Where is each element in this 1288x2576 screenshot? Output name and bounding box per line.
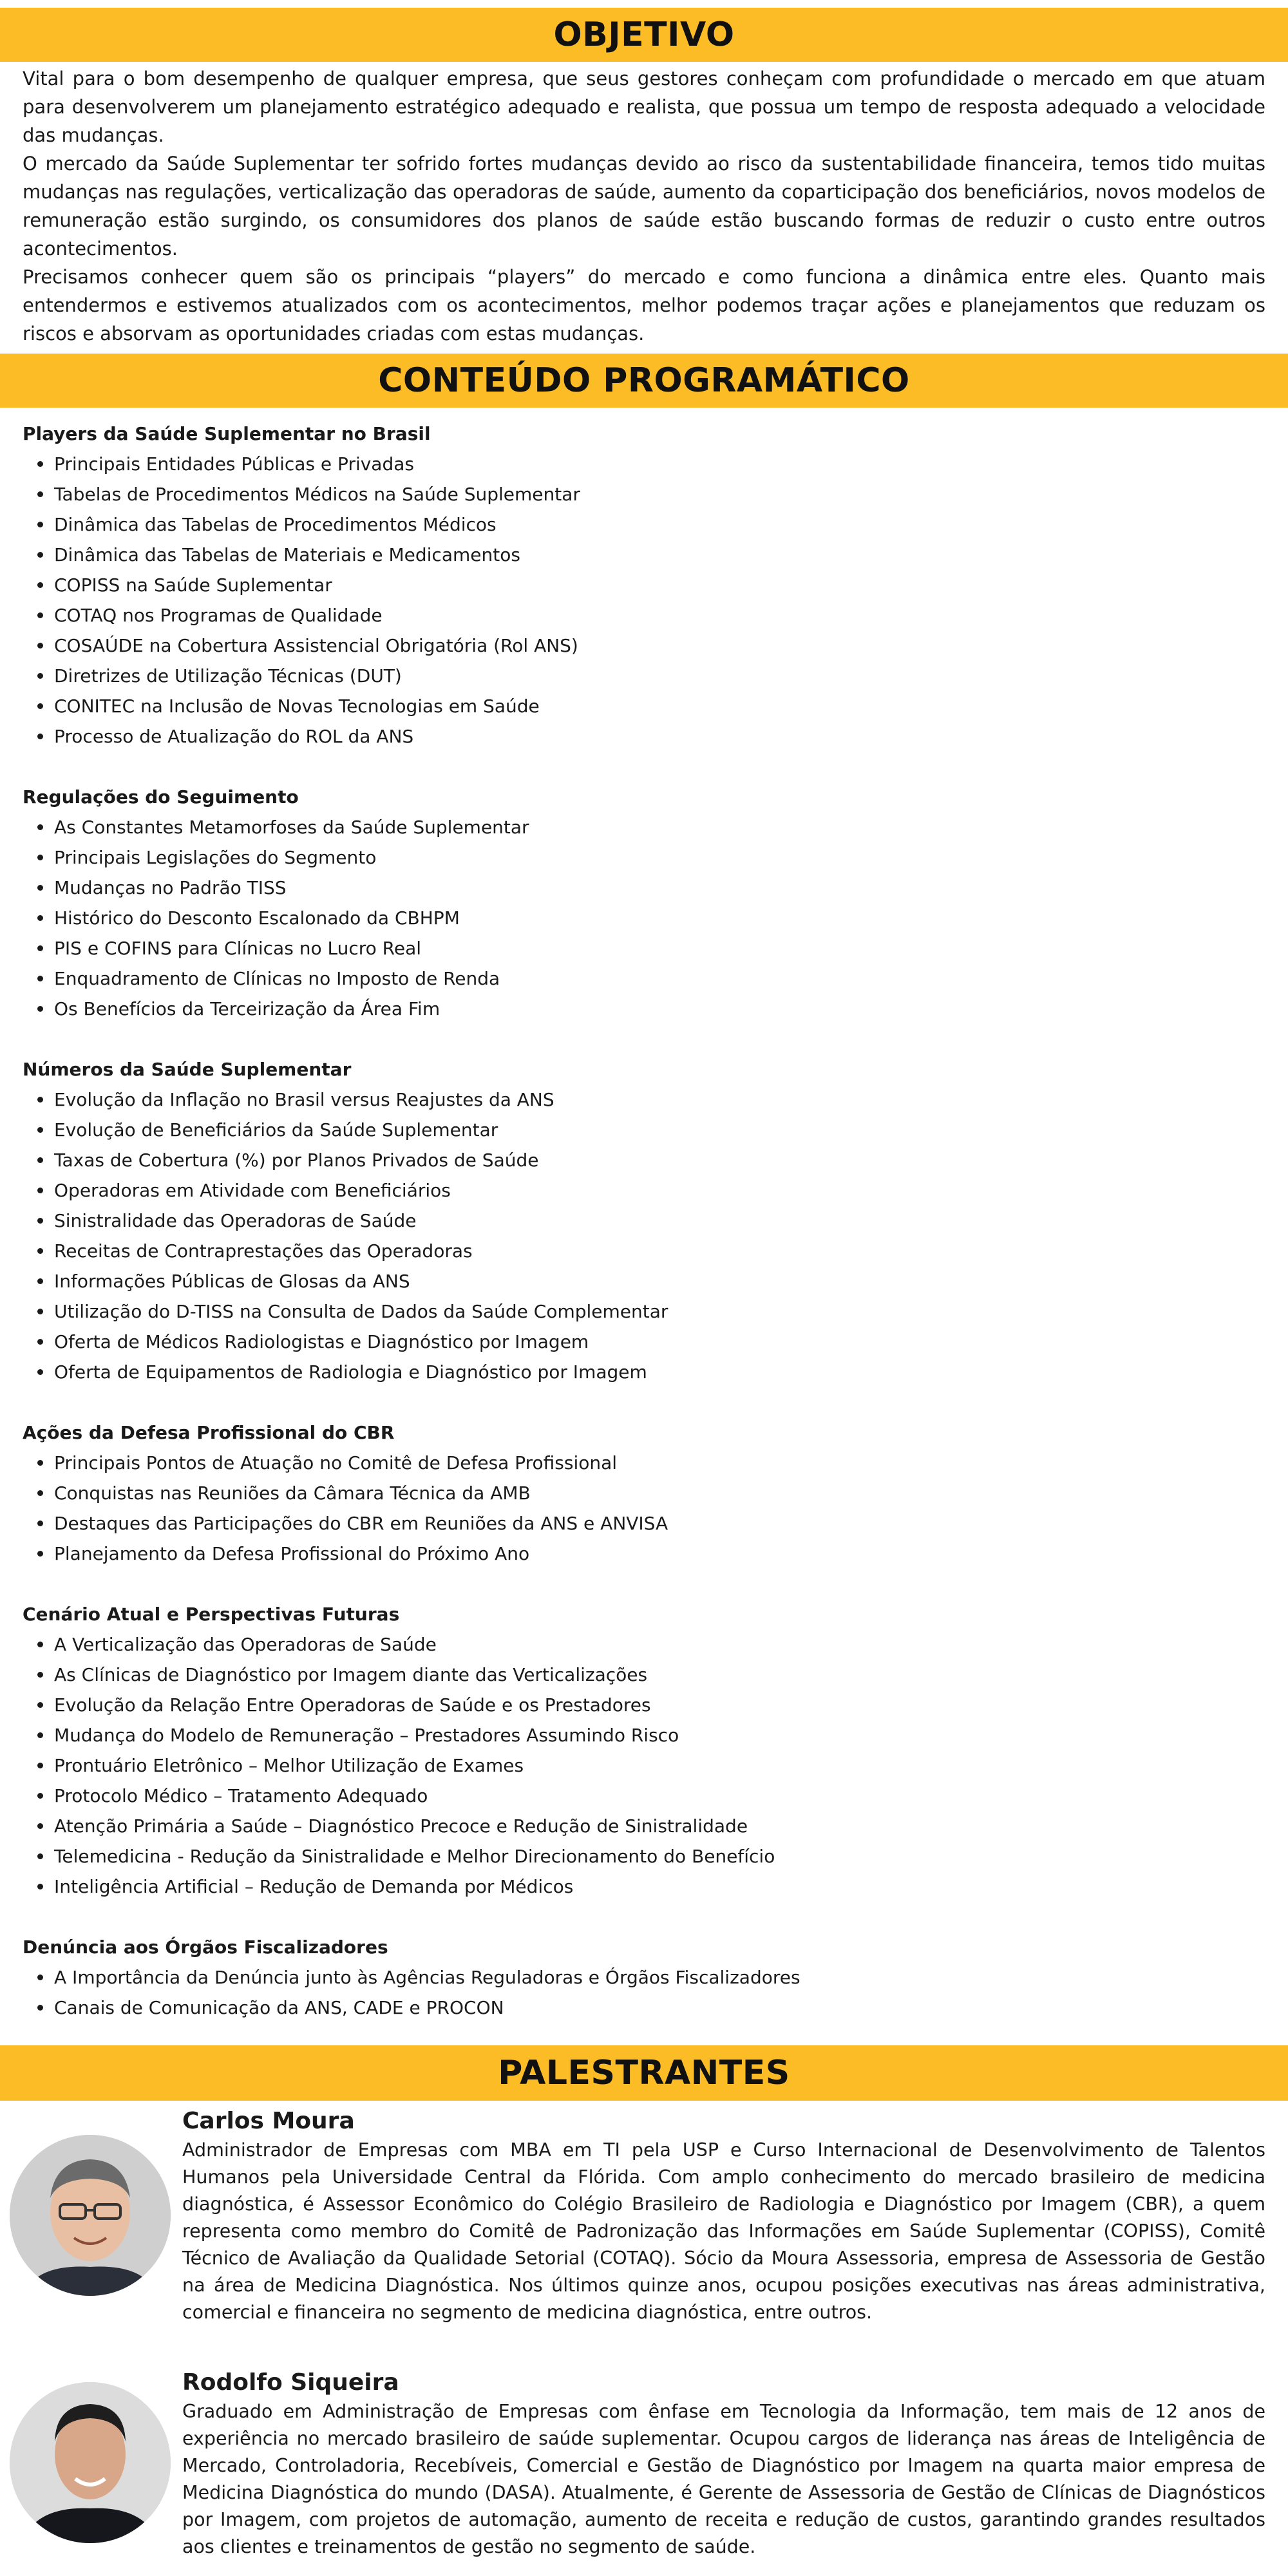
list-item-text: Sinistralidade das Operadoras de Saúde	[54, 1210, 417, 1231]
bullet-icon	[37, 945, 43, 951]
bullet-icon	[37, 1218, 43, 1224]
list-item-text: Tabelas de Procedimentos Médicos na Saúde Suplementar	[54, 484, 580, 505]
list-item	[23, 479, 1265, 509]
speaker-photo	[10, 2382, 171, 2543]
list-item	[23, 1690, 1265, 1720]
list-item	[23, 1327, 1265, 1357]
program-section	[23, 1599, 1265, 1902]
bullet-icon	[37, 673, 43, 679]
program-section	[23, 1054, 1265, 1387]
speaker-name: Carlos Moura	[182, 2108, 355, 2134]
section-list	[23, 1084, 1265, 1387]
list-item	[23, 812, 1265, 842]
list-item-text: Diretrizes de Utilização Técnicas (DUT)	[54, 665, 402, 687]
list-item-text: Operadoras em Atividade com Beneficiários	[54, 1180, 451, 1201]
speaker-avatar-icon	[10, 2382, 171, 2543]
section-list	[23, 1629, 1265, 1902]
list-item	[23, 933, 1265, 963]
bullet-icon	[37, 703, 43, 709]
list-item	[23, 691, 1265, 721]
objetivo-paragraph-1: Vital para o bom desempenho de qualquer empresa, que seus gestores conheçam com profundidade o mercado em que atuam para desenvolverem um planejamento estratégico adequado e realista, que possua um tempo de resposta adequado a velocidade das mudanças.	[23, 68, 1265, 146]
bullet-icon	[37, 552, 43, 558]
list-item-text: Mudanças no Padrão TISS	[54, 877, 287, 898]
list-item-text: Inteligência Artificial – Redução de Demanda por Médicos	[54, 1876, 574, 1897]
bullet-icon	[37, 1490, 43, 1496]
list-item-text: COPISS na Saúde Suplementar	[54, 574, 332, 596]
list-item-text: Enquadramento de Clínicas no Imposto de Renda	[54, 968, 500, 989]
list-item	[23, 903, 1265, 933]
section-list	[23, 449, 1265, 752]
list-item	[23, 1962, 1265, 1993]
bullet-icon	[37, 1339, 43, 1345]
bullet-icon	[37, 1309, 43, 1314]
list-item	[23, 1206, 1265, 1236]
list-item	[23, 1145, 1265, 1175]
bullet-icon	[37, 522, 43, 527]
bullet-icon	[37, 1157, 43, 1163]
list-item	[23, 873, 1265, 903]
program-section	[23, 419, 1265, 752]
list-item	[23, 1720, 1265, 1750]
list-item-text: Protocolo Médico – Tratamento Adequado	[54, 1785, 428, 1806]
list-item	[23, 540, 1265, 570]
list-item	[23, 449, 1265, 479]
bullet-icon	[37, 824, 43, 830]
list-item	[23, 1236, 1265, 1266]
list-item-text: Canais de Comunicação da ANS, CADE e PROCON	[54, 1997, 504, 2018]
bullet-icon	[37, 2005, 43, 2011]
speaker-name: Rodolfo Siqueira	[182, 2369, 399, 2396]
section-title: Regulações do Seguimento	[23, 786, 299, 808]
objetivo-paragraph-2: O mercado da Saúde Suplementar ter sofrido fortes mudanças devido ao risco da sustentabilidade financeira, temos tido muitas mudanças nas regulações, verticalização das operadoras de saúde, aumento da coparticipação dos beneficiários, novos modelos de remuneração estão surgindo, os consumidores dos planos de saúde estão buscando formas de reduzir o custo entre outros acontecimentos.	[23, 153, 1265, 260]
list-item-text: As Clínicas de Diagnóstico por Imagem diante das Verticalizações	[54, 1664, 648, 1685]
bullet-icon	[37, 1369, 43, 1375]
bullet-icon	[37, 1884, 43, 1889]
bullet-icon	[37, 1763, 43, 1768]
bullet-icon	[37, 1097, 43, 1103]
list-item-text: Taxas de Cobertura (%) por Planos Privados de Saúde	[54, 1150, 539, 1171]
list-item	[23, 1478, 1265, 1508]
list-item-text: PIS e COFINS para Clínicas no Lucro Real	[54, 938, 422, 959]
list-item	[23, 994, 1265, 1024]
list-item	[23, 1660, 1265, 1690]
bullet-icon	[37, 1248, 43, 1254]
bullet-icon	[37, 1551, 43, 1557]
list-item	[23, 1448, 1265, 1478]
list-item-text: Atenção Primária a Saúde – Diagnóstico Precoce e Redução de Sinistralidade	[54, 1815, 748, 1837]
bullet-icon	[37, 1006, 43, 1012]
speaker-bio: Graduado em Administração de Empresas com ênfase em Tecnologia da Informação, tem mais de 12 anos de experiência no mercado brasileiro de saúde suplementar. Ocupou cargos de liderança nas áreas de Inteligência de Mercado, Controladoria, Recebíveis, Comercial e Gestão de Diagnóstico por Imagem na quarta maior empresa de Medicina Diagnóstica do mundo (DASA). Atualmente, é Gerente de Assessoria de Gestão de Clínicas de Diagnósticos por Imagem, com projetos de automação, aumento de receita e redução de custos, garantindo grandes resultados aos clientes e treinamentos de gestão no segmento de saúde.	[182, 2401, 1265, 2557]
list-item	[23, 1508, 1265, 1539]
conteudo-header: CONTEÚDO PROGRAMÁTICO	[0, 354, 1288, 408]
bullet-icon	[37, 915, 43, 921]
list-item	[23, 661, 1265, 691]
bullet-icon	[37, 1853, 43, 1859]
list-item-text: A Verticalização das Operadoras de Saúde	[54, 1634, 437, 1655]
bullet-icon	[37, 734, 43, 739]
list-item	[23, 1084, 1265, 1115]
list-item-text: Dinâmica das Tabelas de Procedimentos Médicos	[54, 514, 497, 535]
list-item-text: Receitas de Contraprestações das Operadoras	[54, 1240, 473, 1262]
list-item-text: Prontuário Eletrônico – Melhor Utilização de Exames	[54, 1755, 524, 1776]
bullet-icon	[37, 885, 43, 891]
list-item	[23, 842, 1265, 873]
list-item	[23, 721, 1265, 752]
list-item-text: Processo de Atualização do ROL da ANS	[54, 726, 414, 747]
bullet-icon	[37, 1975, 43, 1980]
section-title: Denúncia aos Órgãos Fiscalizadores	[23, 1937, 388, 1958]
list-item-text: Evolução da Relação Entre Operadoras de Saúde e os Prestadores	[54, 1694, 651, 1716]
bullet-icon	[37, 976, 43, 981]
list-item-text: As Constantes Metamorfoses da Saúde Suplementar	[54, 817, 529, 838]
bullet-icon	[37, 1520, 43, 1526]
list-item	[23, 1871, 1265, 1902]
list-item	[23, 963, 1265, 994]
list-item-text: COTAQ nos Programas de Qualidade	[54, 605, 383, 626]
list-item-text: Principais Pontos de Atuação no Comitê de Defesa Profissional	[54, 1452, 618, 1473]
list-item	[23, 1993, 1265, 2023]
list-item-text: Oferta de Médicos Radiologistas e Diagnóstico por Imagem	[54, 1331, 589, 1352]
section-title: Números da Saúde Suplementar	[23, 1059, 352, 1080]
list-item-text: Destaques das Participações do CBR em Reuniões da ANS e ANVISA	[54, 1513, 668, 1534]
list-item	[23, 1115, 1265, 1145]
bullet-icon	[37, 1188, 43, 1193]
list-item-text: Mudança do Modelo de Remuneração – Prestadores Assumindo Risco	[54, 1725, 679, 1746]
list-item-text: Os Benefícios da Terceirização da Área Fim	[54, 998, 440, 1019]
list-item	[23, 1811, 1265, 1841]
list-item-text: Evolução da Inflação no Brasil versus Reajustes da ANS	[54, 1089, 554, 1110]
list-item-text: COSAÚDE na Cobertura Assistencial Obrigatória (Rol ANS)	[54, 635, 578, 656]
list-item	[23, 1357, 1265, 1387]
list-item	[23, 1629, 1265, 1660]
list-item	[23, 509, 1265, 540]
speaker-bio: Administrador de Empresas com MBA em TI pela USP e Curso Internacional de Desenvolvimento de Talentos Humanos pela Universidade Central da Flórida. Com amplo conhecimento do mercado brasileiro de medicina diagnóstica, é Assessor Econômico do Colégio Brasileiro de Radiologia e Diagnóstico por Imagem (CBR), a quem representa como membro do Comitê de Padronização das Informações em Saúde Suplementar (COPISS), Comitê Técnico de Avaliação da Qualidade Setorial (COTAQ). Sócio da Moura Assessoria, empresa de Assessoria de Gestão na área de Medicina Diagnóstica. Nos últimos quinze anos, ocupou posições executivas nas áreas administrativa, comercial e financeira no segmento de medicina diagnóstica, entre outros.	[182, 2139, 1265, 2323]
bullet-icon	[37, 612, 43, 618]
list-item	[23, 1175, 1265, 1206]
list-item-text: CONITEC na Inclusão de Novas Tecnologias em Saúde	[54, 696, 540, 717]
list-item	[23, 600, 1265, 630]
bullet-icon	[37, 1672, 43, 1678]
list-item	[23, 1750, 1265, 1781]
bullet-icon	[37, 1278, 43, 1284]
program-section	[23, 782, 1265, 1024]
bullet-icon	[37, 1460, 43, 1466]
bullet-icon	[37, 582, 43, 588]
objetivo-paragraph-3: Precisamos conhecer quem são os principais “players” do mercado e como funciona a dinâmica entre eles. Quanto mais entendermos e estivemos atualizados com os acontecimentos, melhor podemos traçar ações e planejamentos que reduzam os riscos e absorvam as oportunidades criadas com estas mudanças.	[23, 266, 1265, 345]
list-item-text: Principais Entidades Públicas e Privadas	[54, 453, 414, 475]
list-item	[23, 630, 1265, 661]
list-item-text: Conquistas nas Reuniões da Câmara Técnica da AMB	[54, 1482, 531, 1504]
list-item	[23, 1539, 1265, 1569]
list-item-text: A Importância da Denúncia junto às Agências Reguladoras e Órgãos Fiscalizadores	[54, 1967, 800, 1988]
list-item	[23, 1781, 1265, 1811]
section-title: Ações da Defesa Profissional do CBR	[23, 1422, 395, 1443]
bullet-icon	[37, 1702, 43, 1708]
speaker-photo	[10, 2135, 171, 2296]
section-title: Players da Saúde Suplementar no Brasil	[23, 423, 431, 444]
list-item-text: Utilização do D-TISS na Consulta de Dados da Saúde Complementar	[54, 1301, 668, 1322]
list-item	[23, 570, 1265, 600]
list-item-text: Evolução de Beneficiários da Saúde Suplementar	[54, 1119, 498, 1141]
bullet-icon	[37, 461, 43, 467]
list-item-text: Informações Públicas de Glosas da ANS	[54, 1271, 410, 1292]
objetivo-header: OBJETIVO	[0, 8, 1288, 62]
list-item	[23, 1841, 1265, 1871]
list-item-text: Planejamento da Defesa Profissional do Próximo Ano	[54, 1543, 530, 1564]
list-item	[23, 1296, 1265, 1327]
palestrantes-header: PALESTRANTES	[0, 2045, 1288, 2101]
bullet-icon	[37, 1823, 43, 1829]
section-list	[23, 1448, 1265, 1569]
list-item-text: Principais Legislações do Segmento	[54, 847, 377, 868]
speaker-avatar-icon	[10, 2135, 171, 2296]
program-content	[23, 419, 1265, 2053]
section-list	[23, 1962, 1265, 2023]
list-item-text: Telemedicina - Redução da Sinistralidade e Melhor Direcionamento do Benefício	[54, 1846, 775, 1867]
bullet-icon	[37, 1793, 43, 1799]
program-section	[23, 1417, 1265, 1569]
bullet-icon	[37, 855, 43, 860]
section-list	[23, 812, 1265, 1024]
list-item-text: Histórico do Desconto Escalonado da CBHPM	[54, 907, 460, 929]
bullet-icon	[37, 1642, 43, 1647]
list-item-text: Oferta de Equipamentos de Radiologia e Diagnóstico por Imagem	[54, 1361, 647, 1383]
bullet-icon	[37, 643, 43, 649]
section-title: Cenário Atual e Perspectivas Futuras	[23, 1604, 400, 1625]
program-section	[23, 1932, 1265, 2023]
bullet-icon	[37, 491, 43, 497]
bullet-icon	[37, 1732, 43, 1738]
list-item-text: Dinâmica das Tabelas de Materiais e Medicamentos	[54, 544, 520, 565]
list-item	[23, 1266, 1265, 1296]
bullet-icon	[37, 1127, 43, 1133]
